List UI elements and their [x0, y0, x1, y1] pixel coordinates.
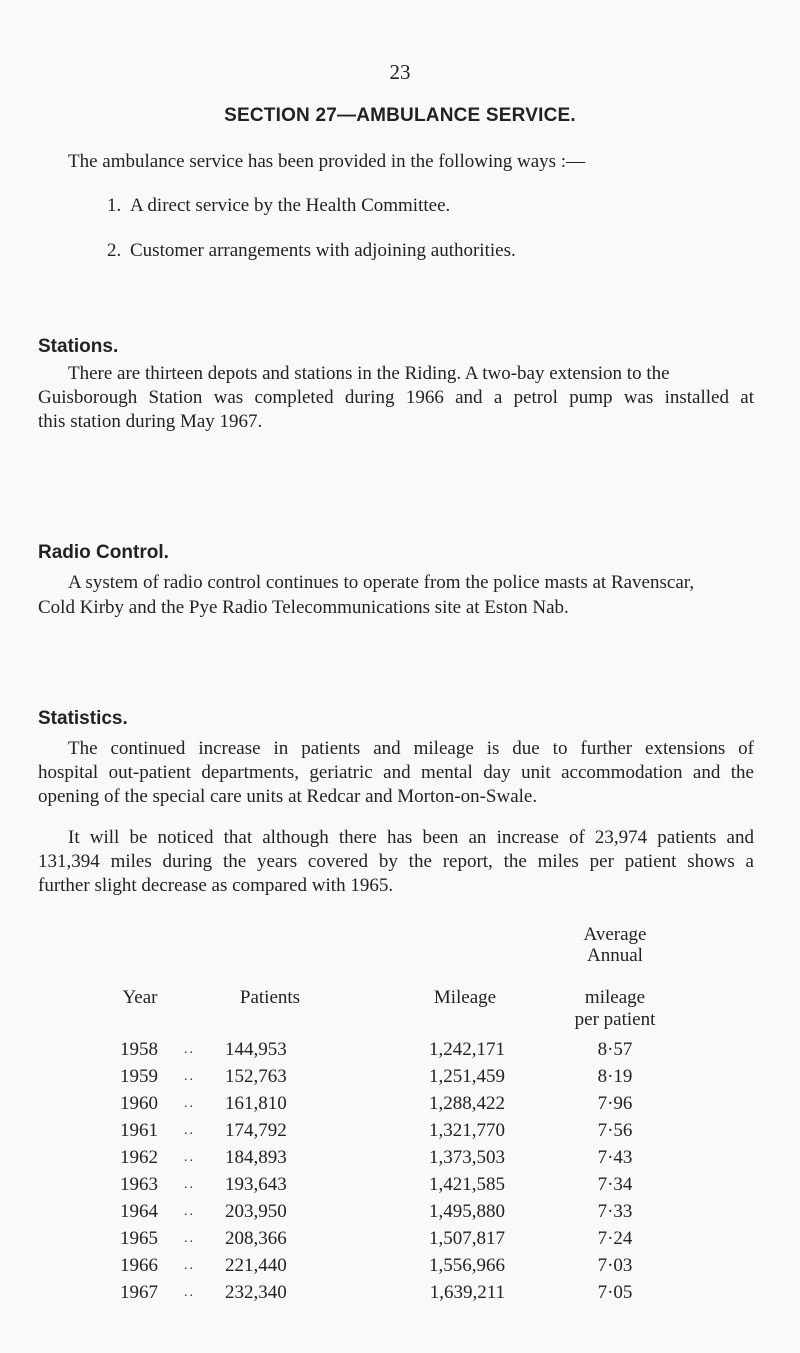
- cell-patients: 161,810: [225, 1093, 287, 1114]
- cell-mileage: 1,251,459: [429, 1066, 505, 1087]
- cell-average: 7·34: [597, 1174, 633, 1195]
- cell-mileage: 1,421,585: [429, 1174, 505, 1195]
- cell-year: 1964: [120, 1201, 158, 1222]
- cell-patients: 174,792: [225, 1120, 287, 1141]
- cell-average: 7·05: [597, 1282, 633, 1303]
- statistics-heading: Statistics.: [38, 708, 128, 729]
- cell-average: 7·56: [597, 1120, 633, 1141]
- list-item-number: 1.: [107, 195, 122, 216]
- cell-year: 1967: [120, 1282, 158, 1303]
- cell-patients: 203,950: [225, 1201, 287, 1222]
- list-item-text: Customer arrangements with adjoining authorities.: [130, 240, 516, 261]
- column-header-average: mileage: [584, 987, 646, 1008]
- stations-heading: Stations.: [38, 336, 119, 357]
- cell-patients: 193,643: [225, 1174, 287, 1195]
- page-number: 23: [389, 60, 411, 84]
- cell-average: 8·57: [597, 1039, 633, 1060]
- leader-dots: ..: [184, 1285, 195, 1300]
- leader-dots: ..: [184, 1123, 195, 1138]
- cell-patients: 184,893: [225, 1147, 287, 1168]
- list-item-number: 2.: [107, 240, 122, 261]
- leader-dots: ..: [184, 1204, 195, 1219]
- statistics-paragraph-line: further slight decrease as compared with 1965.: [38, 875, 394, 896]
- leader-dots: ..: [184, 1258, 195, 1273]
- leader-dots: ..: [184, 1231, 195, 1246]
- cell-mileage: 1,373,503: [429, 1147, 505, 1168]
- statistics-paragraph-line: 131,394 miles during the years covered by the report, the miles per patient shows a: [38, 851, 754, 872]
- stations-paragraph-line: Guisborough Station was completed during 1966 and a petrol pump was installed at: [38, 387, 754, 408]
- leader-dots: ..: [184, 1042, 195, 1057]
- cell-patients: 232,340: [225, 1282, 287, 1303]
- cell-average: 8·19: [597, 1066, 633, 1087]
- cell-mileage: 1,495,880: [429, 1201, 505, 1222]
- cell-patients: 152,763: [225, 1066, 287, 1087]
- cell-patients: 144,953: [225, 1039, 287, 1060]
- section-title: SECTION 27—AMBULANCE SERVICE.: [224, 105, 576, 126]
- cell-year: 1962: [120, 1147, 158, 1168]
- leader-dots: ..: [184, 1150, 195, 1165]
- cell-mileage: 1,288,422: [429, 1093, 505, 1114]
- column-header-average: Average: [583, 924, 647, 945]
- statistics-paragraph-line: The continued increase in patients and mileage is due to further extensions of: [68, 738, 754, 759]
- statistics-paragraph-line: It will be noticed that although there has been an increase of 23,974 patients and: [68, 827, 754, 848]
- cell-average: 7·96: [597, 1093, 633, 1114]
- column-header-average: per patient: [574, 1009, 656, 1030]
- leader-dots: ..: [184, 1177, 195, 1192]
- cell-year: 1966: [120, 1255, 158, 1276]
- cell-mileage: 1,556,966: [429, 1255, 505, 1276]
- statistics-paragraph-line: hospital out-patient departments, geriatric and mental day unit accommodation and the: [38, 762, 754, 783]
- column-header-average: Annual: [587, 945, 643, 966]
- intro-paragraph: The ambulance service has been provided in the following ways :—: [68, 151, 586, 172]
- cell-mileage: 1,242,171: [429, 1039, 505, 1060]
- cell-patients: 208,366: [225, 1228, 287, 1249]
- cell-year: 1960: [120, 1093, 158, 1114]
- cell-patients: 221,440: [225, 1255, 287, 1276]
- column-header-mileage: Mileage: [433, 987, 497, 1008]
- cell-mileage: 1,639,211: [429, 1282, 505, 1303]
- cell-year: 1961: [120, 1120, 158, 1141]
- cell-mileage: 1,507,817: [429, 1228, 505, 1249]
- cell-average: 7·03: [597, 1255, 633, 1276]
- radio-paragraph-line: A system of radio control continues to operate from the police masts at Ravenscar,: [68, 572, 695, 593]
- list-item: [107, 240, 516, 262]
- list-item-text: A direct service by the Health Committee.: [130, 195, 451, 216]
- cell-year: 1959: [120, 1066, 158, 1087]
- cell-year: 1958: [120, 1039, 158, 1060]
- cell-average: 7·33: [597, 1201, 633, 1222]
- stations-paragraph-line: this station during May 1967.: [38, 411, 263, 432]
- cell-year: 1963: [120, 1174, 158, 1195]
- radio-control-heading: Radio Control.: [38, 542, 169, 563]
- list-item: [107, 195, 450, 217]
- stations-paragraph-line: There are thirteen depots and stations in the Riding. A two-bay extension to the: [68, 363, 670, 384]
- radio-paragraph-line: Cold Kirby and the Pye Radio Telecommunications site at Eston Nab.: [38, 597, 569, 618]
- cell-year: 1965: [120, 1228, 158, 1249]
- column-header-year: Year: [122, 987, 158, 1008]
- cell-mileage: 1,321,770: [429, 1120, 505, 1141]
- cell-average: 7·43: [597, 1147, 633, 1168]
- leader-dots: ..: [184, 1069, 195, 1084]
- column-header-patients: Patients: [239, 987, 301, 1008]
- cell-average: 7·24: [597, 1228, 633, 1249]
- statistics-paragraph-line: opening of the special care units at Redcar and Morton-on-Swale.: [38, 786, 538, 807]
- leader-dots: ..: [184, 1096, 195, 1111]
